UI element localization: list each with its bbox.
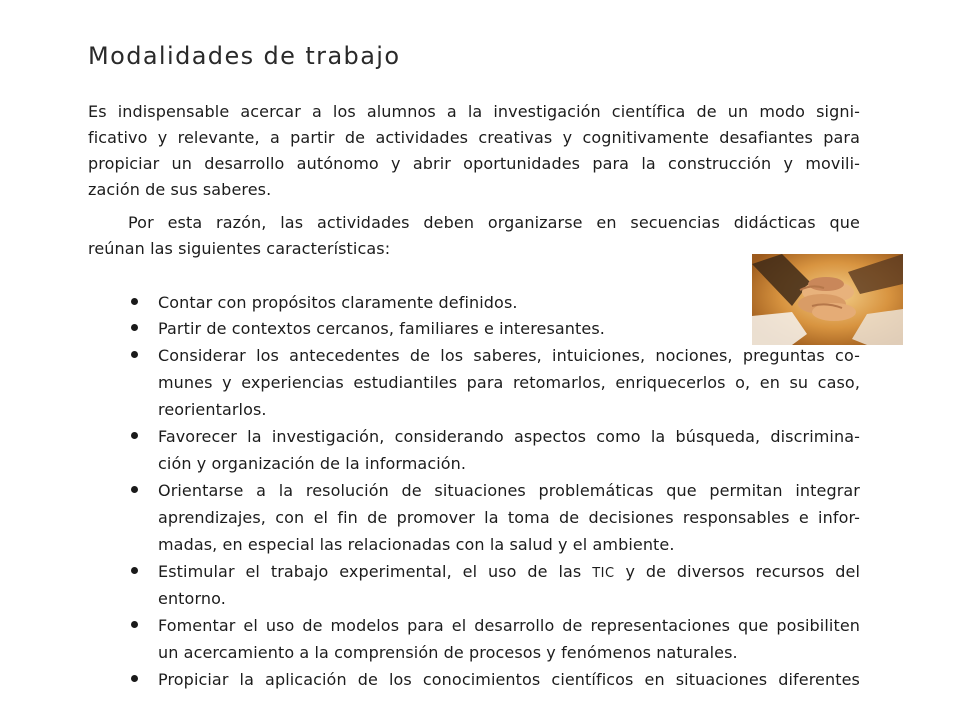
bullet-dot: [131, 675, 138, 682]
bullet-line: madas, en especial las relacionadas con la salud y el ambiente.: [158, 535, 675, 554]
bullet-line: Considerar los antecedentes de los saberes, intuiciones, nociones, preguntas co-: [158, 346, 860, 365]
bullet-dot: [131, 621, 138, 628]
paragraph-line: Por esta razón, las actividades deben organizarse en secuencias didácticas que: [128, 213, 860, 232]
bullet-line: Propiciar la aplicación de los conocimientos científicos en situaciones diferentes: [158, 670, 860, 689]
bullet-dot: [131, 324, 138, 331]
bullet-line: [158, 559, 860, 585]
bullet-line: un acercamiento a la comprensión de procesos y fenómenos naturales.: [158, 643, 738, 662]
bullet-line: reorientarlos.: [158, 400, 267, 419]
bullet-dot: [131, 486, 138, 493]
bullet-line: ción y organización de la información.: [158, 454, 467, 473]
bullet-line: Orientarse a la resolución de situaciones problemáticas que permitan integrar: [158, 481, 860, 500]
tic-acronym: TIC: [592, 566, 615, 581]
bullet-line: aprendizajes, con el fin de promover la toma de decisiones responsables e infor-: [158, 508, 860, 527]
page-title: Modalidades de trabajo: [88, 42, 401, 70]
bullet-dot: [131, 567, 138, 574]
page-bottom-margin: [0, 697, 960, 720]
bullet-line: Favorecer la investigación, considerando aspectos como la búsqueda, discrimina-: [158, 427, 860, 446]
bullet-dot: [131, 432, 138, 439]
bullet-text: y de diversos recursos del: [614, 562, 860, 581]
intro-line: propiciar un desarrollo autónomo y abrir oportunidades para la construcción y movili-: [88, 154, 860, 173]
bullet-line: Fomentar el uso de modelos para el desarrollo de representaciones que posibiliten: [158, 616, 860, 635]
bullet-dot: [131, 298, 138, 305]
bullet-text: Estimular el trabajo experimental, el uso de las: [158, 562, 593, 581]
intro-line: Es indispensable acercar a los alumnos a la investigación científica de un modo signi-: [88, 102, 860, 121]
bullet-line: Contar con propósitos claramente definidos.: [158, 293, 518, 312]
bullet-line: munes y experiencias estudiantiles para retomarlos, enriquecerlos o, en su caso,: [158, 373, 860, 392]
bullet-line: Partir de contextos cercanos, familiares e interesantes.: [158, 319, 605, 338]
bullet-line: entorno.: [158, 589, 226, 608]
intro-line: ficativo y relevante, a partir de actividades creativas y cognitivamente desafiantes para: [88, 128, 860, 147]
bullet-dot: [131, 351, 138, 358]
paragraph-line: reúnan las siguientes características:: [88, 239, 391, 258]
intro-line: zación de sus saberes.: [88, 180, 272, 199]
